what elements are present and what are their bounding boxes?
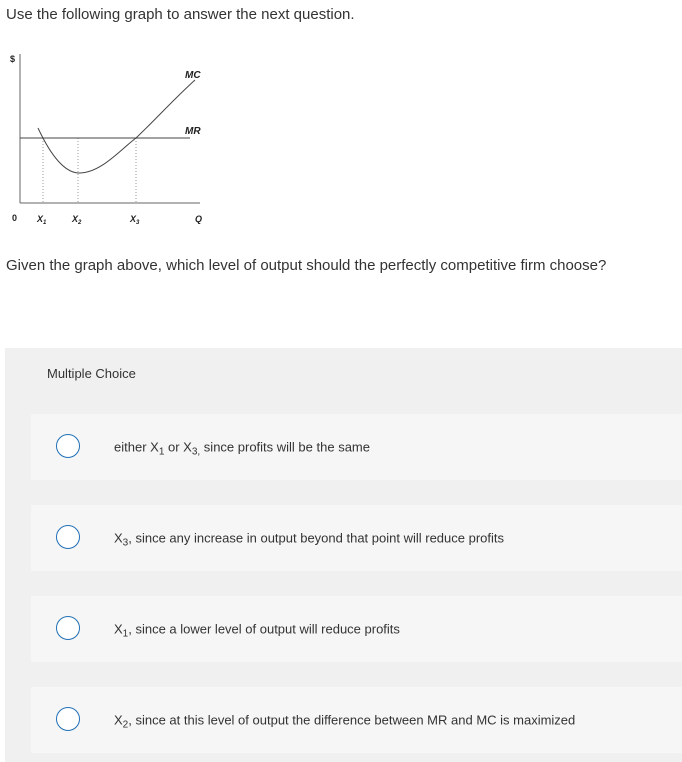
x2-tick-sub: 2 bbox=[78, 220, 82, 226]
choice-text-part: X bbox=[114, 530, 123, 546]
intro-text: Use the following graph to answer the next question. bbox=[6, 6, 355, 23]
choice-text-part: , since any increase in output beyond that point will reduce profits bbox=[128, 530, 505, 546]
choice-text bbox=[114, 712, 576, 731]
y-axis-label: $ bbox=[10, 54, 16, 64]
radio-button[interactable] bbox=[56, 616, 80, 640]
x3-tick-label bbox=[129, 214, 140, 226]
choice-option-d[interactable] bbox=[31, 687, 682, 753]
choice-text-part: X bbox=[114, 621, 123, 637]
choice-option-a[interactable] bbox=[31, 414, 682, 480]
choice-subscript: 1 bbox=[122, 628, 129, 640]
x-axis-label: Q bbox=[195, 214, 203, 224]
choice-subscript: 2 bbox=[122, 719, 129, 731]
choice-text-part: either X bbox=[114, 439, 159, 455]
multiple-choice-panel bbox=[5, 348, 682, 762]
radio-button[interactable] bbox=[56, 434, 80, 458]
mr-label: MR bbox=[185, 126, 201, 137]
x1-tick-base: X bbox=[37, 214, 44, 224]
origin-label: 0 bbox=[12, 213, 18, 223]
x3-tick-sub: 3 bbox=[136, 220, 140, 226]
choice-option-b[interactable] bbox=[31, 505, 682, 571]
choice-subscript: 3, bbox=[191, 446, 201, 458]
choice-text-part: X bbox=[114, 712, 123, 728]
choice-text bbox=[114, 439, 370, 458]
choice-text-part: , since at this level of output the difference between MR and MC is maximized bbox=[128, 712, 576, 728]
cost-revenue-graph bbox=[0, 40, 230, 240]
choice-text-part: or X bbox=[164, 439, 192, 455]
x3-tick-base: X bbox=[130, 214, 137, 224]
question-text: Given the graph above, which level of output should the perfectly competitive firm choose? bbox=[6, 257, 607, 274]
x2-tick-label bbox=[71, 214, 82, 226]
radio-button[interactable] bbox=[56, 525, 80, 549]
radio-button[interactable] bbox=[56, 707, 80, 731]
choice-text-part: since profits will be the same bbox=[200, 439, 370, 455]
x1-tick-sub: 1 bbox=[43, 220, 47, 226]
choice-text bbox=[114, 621, 400, 640]
choice-text bbox=[114, 530, 505, 549]
mc-label: MC bbox=[185, 70, 201, 81]
choice-subscript: 3 bbox=[122, 537, 129, 549]
choice-option-c[interactable] bbox=[31, 596, 682, 662]
choice-subscript: 1 bbox=[158, 446, 165, 458]
mc-curve bbox=[38, 80, 195, 173]
multiple-choice-header: Multiple Choice bbox=[47, 366, 136, 381]
x2-tick-base: X bbox=[72, 214, 79, 224]
choice-text-part: , since a lower level of output will reduce profits bbox=[128, 621, 400, 637]
x1-tick-label bbox=[36, 214, 47, 226]
